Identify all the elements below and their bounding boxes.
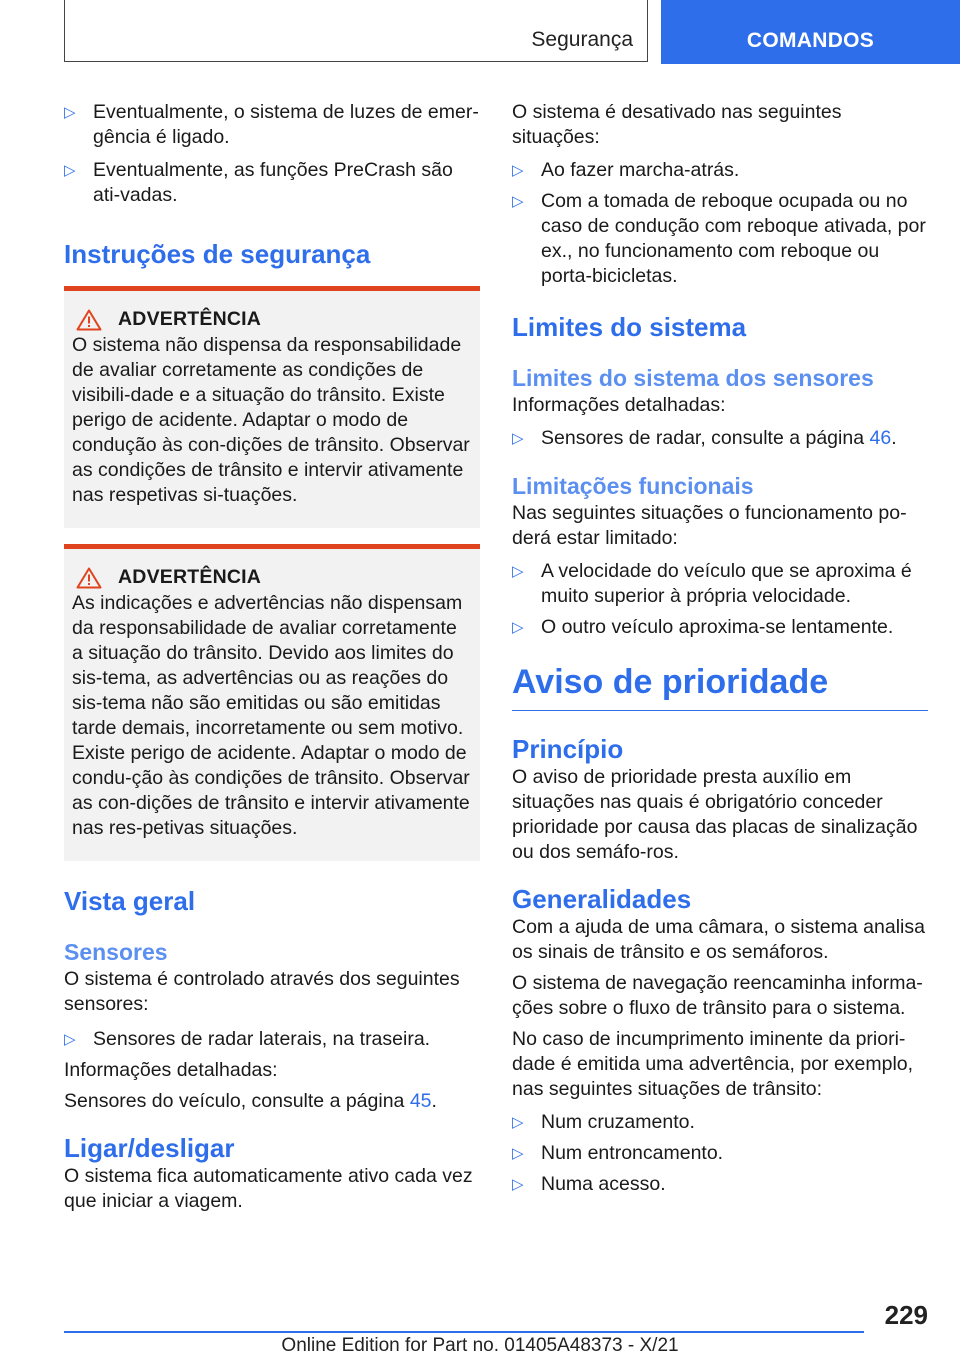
- section-title: Segurança: [531, 28, 633, 51]
- list-item: ▷ Ao fazer marcha-atrás.: [512, 159, 740, 181]
- general-heading: Generalidades: [512, 884, 692, 914]
- chapter-title: COMANDOS: [746, 29, 875, 52]
- triangle-bullet-icon: ▷: [512, 430, 524, 447]
- list-item: ▷ Eventualmente, o sistema de luzes de emer-gência é ligado.: [64, 101, 479, 148]
- page-link[interactable]: 46: [869, 427, 892, 449]
- triangle-bullet-icon: ▷: [64, 1031, 76, 1048]
- details-label: Informações detalhadas:: [512, 394, 726, 416]
- list-item: ▷ Numa acesso.: [512, 1173, 666, 1195]
- triangle-bullet-icon: ▷: [512, 619, 524, 636]
- functional-heading: Limitações funcionais: [512, 473, 754, 499]
- warning-text: As indicações e advertências não dispensam da responsabilidade de avaliar corretamente a situação do trânsito. Devido aos limites do sis-tema, as advertências ou as reações do sis-tema não são emitidas ou são emitidas tarde demais, incorretamente ou sem motivo. Existe perigo de acidente. Adaptar o modo de condu-ção às condições de trânsito. Observar as con-dições de trânsito e intervir ativamente nas res-petivas situações.: [72, 592, 470, 839]
- general-text: Com a ajuda de uma câmara, o sistema analisa os sinais de trânsito e os semáforos.: [512, 916, 925, 963]
- triangle-bullet-icon: ▷: [512, 193, 524, 210]
- onoff-heading: Ligar/desligar: [64, 1133, 235, 1163]
- triangle-bullet-icon: ▷: [512, 162, 524, 179]
- left-column: [64, 100, 480, 1214]
- triangle-bullet-icon: ▷: [512, 1176, 524, 1193]
- list-item: ▷ Eventualmente, as funções PreCrash são ati-vadas.: [64, 159, 453, 206]
- chapter-tab: [661, 0, 960, 64]
- deactivated-text: O sistema é desativado nas seguintes situações:: [512, 101, 842, 148]
- triangle-bullet-icon: ▷: [512, 1114, 524, 1131]
- warning-triangle-icon: [76, 309, 102, 331]
- warning-text: O sistema não dispensa da responsabilidade de avaliar corretamente as condições de visibili-dade e a situação do trânsito. Existe perigo de acidente. Adaptar o modo de condução às con-dições de trânsito. Observar as condições de trânsito e intervir ativamente nas respetivas si-tuações.: [72, 334, 470, 506]
- limits-heading: Limites do sistema: [512, 312, 747, 342]
- vehicle-sensors-ref: Sensores do veículo, consulte a página 45.: [64, 1090, 437, 1112]
- principle-heading: Princípio: [512, 734, 624, 764]
- list-item: ▷ O outro veículo aproxima-se lentamente.: [512, 616, 894, 638]
- general-text: O sistema de navegação reencaminha informa-ções sobre o fluxo de trânsito para o sistema.: [512, 972, 923, 1019]
- list-item: ▷ Sensores de radar, consulte a página 46.: [512, 427, 897, 449]
- page-link[interactable]: 45: [409, 1090, 432, 1112]
- right-column: [512, 100, 928, 1197]
- warning-box: [64, 544, 480, 861]
- section-tab: [64, 0, 648, 62]
- priority-heading: Aviso de prioridade: [512, 660, 928, 711]
- warning-title: ADVERTÊNCIA: [118, 566, 262, 588]
- list-item: ▷ Num entroncamento.: [512, 1142, 724, 1164]
- warning-box: [64, 286, 480, 528]
- general-text: No caso de incumprimento iminente da priori-dade é emitida uma advertência, por exemplo, nas seguintes situações de trânsito:: [512, 1028, 914, 1100]
- edition-footer: Online Edition for Part no. 01405A48373 - X/21: [281, 1335, 679, 1356]
- functional-text: Nas seguintes situações o funcionamento po-derá estar limitado:: [512, 502, 907, 549]
- triangle-bullet-icon: ▷: [512, 563, 524, 580]
- list-item: ▷ Sensores de radar laterais, na traseira.: [64, 1028, 431, 1050]
- list-item: ▷ Num cruzamento.: [512, 1111, 695, 1133]
- sensor-limits-heading: Limites do sistema dos sensores: [512, 365, 874, 391]
- list-item: ▷ Com a tomada de reboque ocupada ou no caso de condução com reboque ativada, por ex., no funcionamento com reboque ou porta-bicicletas.: [512, 190, 926, 287]
- warning-title: ADVERTÊNCIA: [118, 308, 262, 330]
- footer-divider: [64, 1331, 864, 1333]
- page-number: 229: [884, 1300, 928, 1330]
- triangle-bullet-icon: ▷: [64, 162, 76, 179]
- sensors-heading: Sensores: [64, 939, 168, 965]
- sensors-text: O sistema é controlado através dos seguintes sensores:: [64, 968, 460, 1015]
- page-header: [0, 0, 960, 66]
- warning-triangle-icon: [76, 567, 102, 589]
- overview-heading: Vista geral: [64, 886, 196, 916]
- triangle-bullet-icon: ▷: [64, 104, 76, 121]
- safety-heading: Instruções de segurança: [64, 239, 371, 269]
- principle-text: O aviso de prioridade presta auxílio em situações nas quais é obrigatório conceder prioridade por causa das placas de sinalização ou dos semáfo-ros.: [512, 766, 918, 863]
- onoff-text: O sistema fica automaticamente ativo cada vez que iniciar a viagem.: [64, 1165, 473, 1212]
- triangle-bullet-icon: ▷: [512, 1145, 524, 1162]
- details-label: Informações detalhadas:: [64, 1059, 278, 1081]
- list-item: ▷ A velocidade do veículo que se aproxima é muito superior à própria velocidade.: [512, 560, 912, 607]
